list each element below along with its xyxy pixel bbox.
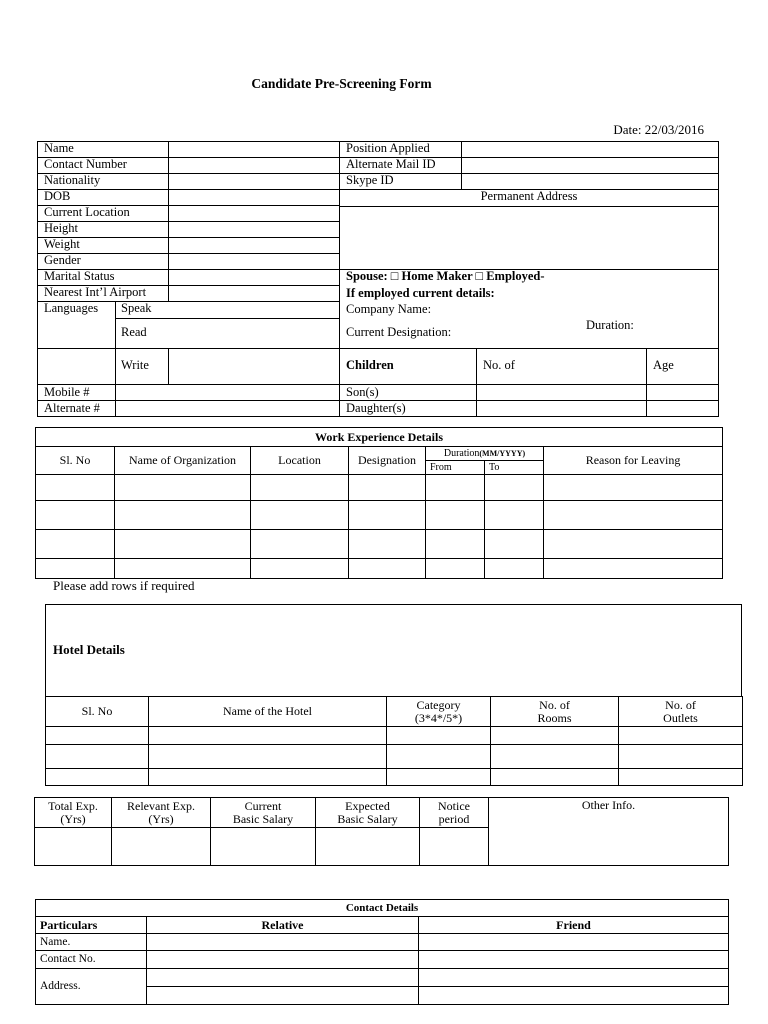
hotel-category-line1: Category xyxy=(416,697,461,712)
hotel-row[interactable] xyxy=(46,727,743,745)
form-title: Candidate Pre-Screening Form xyxy=(251,76,432,91)
label-contact-number: Contact Number xyxy=(44,157,127,171)
work-row[interactable] xyxy=(36,559,723,579)
label-marital-status: Marital Status xyxy=(44,269,115,283)
label-current-designation: Current Designation: xyxy=(346,325,452,339)
label-duration: Duration: xyxy=(586,318,634,332)
hotel-rooms-line2: Rooms xyxy=(537,710,572,725)
spouse-options: Spouse: □ Home Maker □ Employed- xyxy=(346,269,545,283)
relevant-exp-line2: (Yrs) xyxy=(148,811,174,826)
label-write: Write xyxy=(121,358,149,372)
label-gender: Gender xyxy=(44,253,81,267)
label-children: Children xyxy=(346,358,394,372)
label-age: Age xyxy=(653,358,674,372)
spouse-employed-note: If employed current details: xyxy=(346,286,495,300)
hotel-row[interactable] xyxy=(46,769,743,786)
hotel-outlets-line1: No. of xyxy=(665,697,696,712)
col-relevant-exp xyxy=(112,798,211,828)
current-salary-line1: Current xyxy=(244,798,282,813)
work-col-designation: Designation xyxy=(349,447,426,475)
label-height: Height xyxy=(44,221,79,235)
contact-row-address[interactable] xyxy=(36,969,729,987)
total-exp-line1: Total Exp. xyxy=(48,798,98,813)
form-date: Date: 22/03/2016 xyxy=(613,122,704,137)
contact-col-friend: Friend xyxy=(419,917,729,934)
label-nationality: Nationality xyxy=(44,173,101,187)
contact-row-name[interactable] xyxy=(36,934,729,951)
contact-details-table xyxy=(35,899,729,1005)
label-nearest-airport: Nearest Int’l Airport xyxy=(44,285,147,299)
label-sons: Son(s) xyxy=(346,385,379,399)
total-exp-line2: (Yrs) xyxy=(60,811,86,826)
experience-salary-table xyxy=(34,797,729,866)
label-current-location: Current Location xyxy=(44,205,130,219)
contact-col-relative: Relative xyxy=(147,917,419,934)
label-skype-id: Skype ID xyxy=(346,173,394,187)
notice-line1: Notice xyxy=(438,798,470,813)
label-weight: Weight xyxy=(44,237,80,251)
hotel-col-rooms xyxy=(491,697,619,727)
work-row[interactable] xyxy=(36,475,723,501)
notice-line2: period xyxy=(438,811,470,826)
col-notice-period xyxy=(420,798,489,828)
label-alternate: Alternate # xyxy=(44,401,100,415)
label-company-name: Company Name: xyxy=(346,302,432,316)
work-col-sl-no: Sl. No xyxy=(36,447,115,475)
contact-heading: Contact Details xyxy=(36,900,729,917)
work-heading: Work Experience Details xyxy=(36,428,723,447)
hotel-col-category xyxy=(387,697,491,727)
contact-label-name: Name. xyxy=(36,934,147,951)
col-total-exp xyxy=(35,798,112,828)
hotel-col-name: Name of the Hotel xyxy=(149,697,387,727)
contact-row-number[interactable] xyxy=(36,951,729,969)
hotel-heading: Hotel Details xyxy=(53,642,125,657)
contact-label-number: Contact No. xyxy=(36,951,147,969)
label-speak: Speak xyxy=(121,301,152,315)
col-other-info[interactable]: Other Info. xyxy=(489,798,729,866)
work-experience-table xyxy=(35,427,723,579)
label-alternate-mail: Alternate Mail ID xyxy=(346,157,436,171)
label-no-of: No. of xyxy=(483,358,515,372)
hotel-row[interactable] xyxy=(46,745,743,769)
label-permanent-address: Permanent Address xyxy=(480,189,578,203)
col-current-salary xyxy=(211,798,316,828)
expected-salary-line1: Expected xyxy=(345,798,390,813)
hotel-rooms-line1: No. of xyxy=(539,697,570,712)
expected-salary-line2: Basic Salary xyxy=(337,811,398,826)
work-duration-format: (MM/YYYY) xyxy=(479,449,526,458)
label-dob: DOB xyxy=(44,189,71,203)
current-salary-line2: Basic Salary xyxy=(232,811,294,826)
work-col-organization: Name of Organization xyxy=(115,447,251,475)
hotel-table xyxy=(45,696,743,786)
label-read: Read xyxy=(121,325,147,339)
label-mobile: Mobile # xyxy=(44,385,90,399)
contact-label-address: Address. xyxy=(36,969,147,1005)
work-col-duration xyxy=(426,447,544,461)
work-col-location: Location xyxy=(251,447,349,475)
work-col-from: From xyxy=(426,461,485,475)
hotel-category-line2: (3*4*/5*) xyxy=(414,710,463,725)
work-col-reason: Reason for Leaving xyxy=(544,447,723,475)
label-position-applied: Position Applied xyxy=(346,141,430,155)
hotel-col-sl-no: Sl. No xyxy=(46,697,149,727)
hotel-details-box xyxy=(45,604,742,697)
contact-col-particulars: Particulars xyxy=(36,917,147,934)
work-row[interactable] xyxy=(36,530,723,559)
hotel-col-outlets xyxy=(619,697,743,727)
hotel-outlets-line2: Outlets xyxy=(663,710,698,725)
label-name: Name xyxy=(44,141,74,155)
work-row[interactable] xyxy=(36,501,723,530)
work-col-to: To xyxy=(485,461,544,475)
label-languages: Languages xyxy=(44,301,99,315)
col-expected-salary xyxy=(316,798,420,828)
work-duration-label: Duration xyxy=(443,448,480,459)
label-daughters: Daughter(s) xyxy=(346,401,406,415)
work-add-rows-note: Please add rows if required xyxy=(53,578,195,593)
relevant-exp-line1: Relevant Exp. xyxy=(127,798,195,813)
